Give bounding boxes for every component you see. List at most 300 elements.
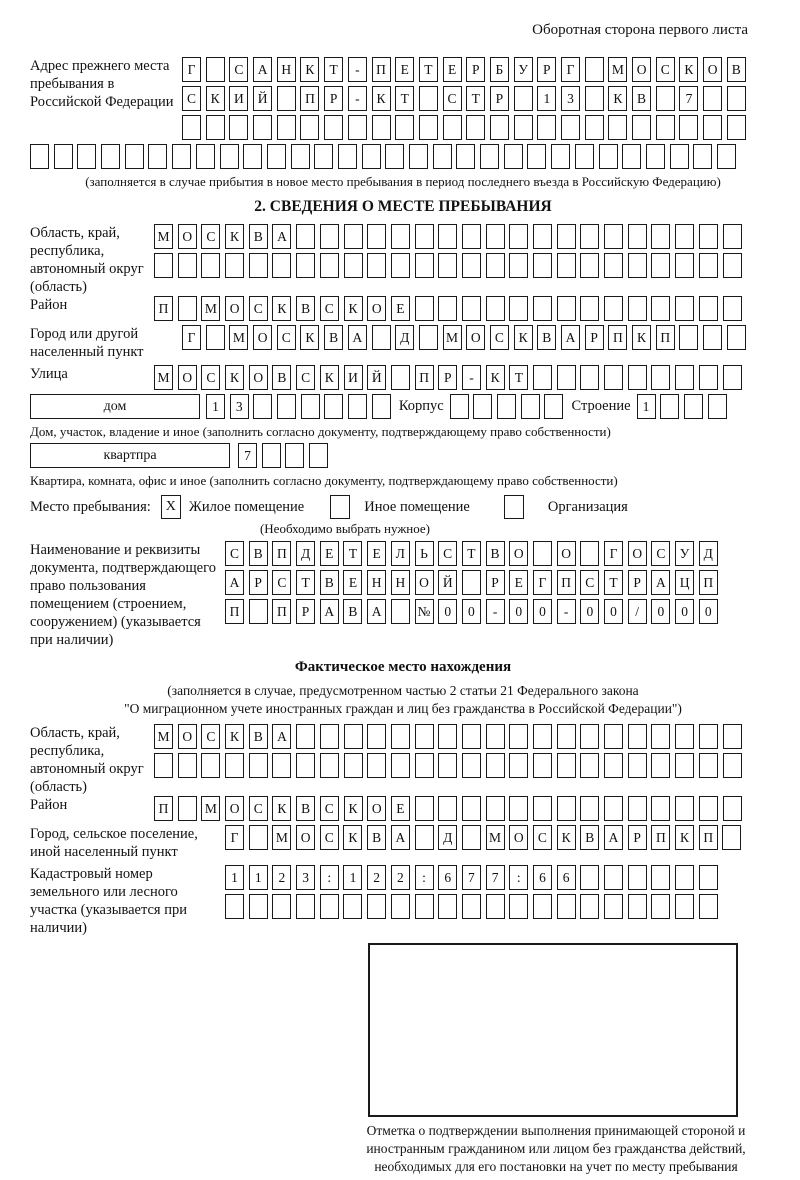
char-cell: Е (343, 570, 362, 595)
char-cell (77, 144, 96, 169)
stroenie-cells (637, 394, 727, 419)
char-cell (462, 724, 481, 749)
char-cell (557, 753, 576, 778)
char-cell: О (509, 541, 528, 566)
char-cell (296, 224, 315, 249)
char-cell (462, 570, 481, 595)
document-row-3 (225, 599, 718, 624)
region-block (30, 224, 776, 296)
char-cell: Е (320, 541, 339, 566)
char-cell (272, 253, 291, 278)
char-cell: С (277, 325, 296, 350)
char-cell: : (509, 865, 528, 890)
char-cell: А (253, 57, 272, 82)
char-cell (527, 144, 546, 169)
document-row-1 (225, 541, 718, 566)
char-cell (514, 86, 533, 111)
char-cell: М (272, 825, 291, 850)
char-cell (628, 753, 647, 778)
char-cell (343, 894, 362, 919)
char-cell (599, 144, 618, 169)
char-cell (514, 115, 533, 140)
region-row-2 (154, 253, 742, 278)
actual-location-title: Фактическое место нахождения (294, 659, 512, 675)
char-cell (480, 144, 499, 169)
korpus-label: Корпус (398, 398, 444, 414)
char-cell: О (249, 365, 268, 390)
char-cell: Р (438, 365, 457, 390)
char-cell (438, 296, 457, 321)
char-cell: 1 (206, 394, 225, 419)
char-cell (296, 894, 315, 919)
stay-type-option-residential-label: Жилое помещение (188, 498, 305, 515)
char-cell: 0 (604, 599, 623, 624)
char-cell: Т (462, 541, 481, 566)
char-cell (300, 115, 319, 140)
char-cell: П (415, 365, 434, 390)
char-cell (651, 865, 670, 890)
char-cell: П (225, 599, 244, 624)
char-cell: Е (391, 796, 410, 821)
char-cell: Д (699, 541, 718, 566)
char-cell (372, 325, 391, 350)
char-cell (723, 224, 742, 249)
char-cell: Л (391, 541, 410, 566)
char-cell (684, 394, 703, 419)
char-cell (125, 144, 144, 169)
char-cell: Н (391, 570, 410, 595)
prev-address-row-4 (30, 144, 776, 169)
char-cell: П (372, 57, 391, 82)
char-cell: К (632, 325, 651, 350)
char-cell (438, 724, 457, 749)
char-cell (296, 753, 315, 778)
fact-district-label: Район (30, 797, 68, 813)
char-cell (272, 753, 291, 778)
char-cell: А (367, 599, 386, 624)
char-cell: Р (628, 570, 647, 595)
char-cell: О (367, 296, 386, 321)
char-cell (723, 296, 742, 321)
char-cell (533, 224, 552, 249)
char-cell (580, 796, 599, 821)
char-cell: - (462, 365, 481, 390)
char-cell (291, 144, 310, 169)
char-cell (675, 365, 694, 390)
char-cell: Р (296, 599, 315, 624)
char-cell: Т (466, 86, 485, 111)
char-cell (462, 825, 481, 850)
char-cell: В (249, 724, 268, 749)
prev-address-cell-rows (182, 57, 746, 140)
char-cell (225, 253, 244, 278)
char-cell: 0 (462, 599, 481, 624)
char-cell: / (628, 599, 647, 624)
char-cell (580, 753, 599, 778)
char-cell (438, 224, 457, 249)
char-cell: 0 (699, 599, 718, 624)
char-cell (30, 144, 49, 169)
char-cell: 7 (486, 865, 505, 890)
char-cell: М (229, 325, 248, 350)
char-cell (486, 894, 505, 919)
char-cell: 0 (651, 599, 670, 624)
char-cell: М (201, 296, 220, 321)
stay-type-label: Место пребывания: (30, 498, 151, 515)
char-cell: : (320, 865, 339, 890)
char-cell (727, 86, 746, 111)
char-cell (675, 296, 694, 321)
char-cell: О (632, 57, 651, 82)
char-cell (462, 296, 481, 321)
char-cell (154, 753, 173, 778)
char-cell (249, 753, 268, 778)
char-cell: П (557, 570, 576, 595)
char-cell (622, 144, 641, 169)
char-cell: - (557, 599, 576, 624)
stay-type-checkbox-other (330, 495, 350, 519)
stay-type-hint: (Необходимо выбрать нужное) (259, 521, 431, 536)
char-cell: К (300, 325, 319, 350)
char-cell (486, 224, 505, 249)
char-cell (509, 894, 528, 919)
char-cell: А (348, 325, 367, 350)
stay-type-checkbox-organization (504, 495, 524, 519)
char-cell: О (509, 825, 528, 850)
char-cell: К (486, 365, 505, 390)
char-cell (699, 796, 718, 821)
char-cell (272, 894, 291, 919)
char-cell (367, 753, 386, 778)
char-cell (419, 115, 438, 140)
char-cell (438, 753, 457, 778)
char-cell (699, 365, 718, 390)
char-cell (723, 753, 742, 778)
char-cell: 6 (438, 865, 457, 890)
char-cell: О (178, 365, 197, 390)
house-box-label: дом (30, 394, 200, 419)
char-cell (580, 296, 599, 321)
document-label: Наименование и реквизиты документа, подтверждающего право пользования помещением (строением, сооружением) (указывается при наличии) (30, 542, 216, 648)
char-cell (580, 865, 599, 890)
char-cell: Б (490, 57, 509, 82)
char-cell (660, 394, 679, 419)
char-cell: О (628, 541, 647, 566)
char-cell (608, 115, 627, 140)
char-cell: С (533, 825, 552, 850)
char-cell: - (348, 57, 367, 82)
char-cell (585, 86, 604, 111)
char-cell: К (272, 296, 291, 321)
char-cell: С (249, 296, 268, 321)
char-cell (450, 394, 469, 419)
char-cell (708, 394, 727, 419)
char-cell: Р (537, 57, 556, 82)
char-cell (324, 115, 343, 140)
char-cell (344, 753, 363, 778)
char-cell: О (557, 541, 576, 566)
char-cell (415, 796, 434, 821)
char-cell (201, 253, 220, 278)
fact-district-block (30, 796, 776, 821)
char-cell (533, 541, 552, 566)
char-cell: 0 (438, 599, 457, 624)
char-cell (699, 865, 718, 890)
char-cell (462, 253, 481, 278)
char-cell: Й (438, 570, 457, 595)
char-cell (580, 894, 599, 919)
char-cell (632, 115, 651, 140)
char-cell (348, 394, 367, 419)
char-cell: Т (419, 57, 438, 82)
char-cell (206, 57, 225, 82)
char-cell: М (154, 365, 173, 390)
city-block (30, 325, 776, 361)
char-cell: И (229, 86, 248, 111)
document-cell-rows (225, 541, 718, 624)
region-cell-rows (154, 224, 742, 278)
char-cell (249, 894, 268, 919)
char-cell: Е (367, 541, 386, 566)
char-cell (604, 865, 623, 890)
char-cell: П (699, 570, 718, 595)
char-cell (646, 144, 665, 169)
char-cell (679, 325, 698, 350)
district-row (154, 296, 742, 321)
char-cell (651, 224, 670, 249)
char-cell (604, 365, 623, 390)
char-cell (723, 253, 742, 278)
char-cell: К (608, 86, 627, 111)
char-cell (628, 894, 647, 919)
char-cell (344, 224, 363, 249)
confirmation-stamp-box (368, 943, 738, 1117)
char-cell: П (656, 325, 675, 350)
char-cell (229, 115, 248, 140)
char-cell: П (699, 825, 718, 850)
char-cell: П (272, 541, 291, 566)
char-cell (727, 115, 746, 140)
char-cell (462, 753, 481, 778)
char-cell: - (486, 599, 505, 624)
char-cell (391, 365, 410, 390)
char-cell (277, 86, 296, 111)
char-cell (679, 115, 698, 140)
char-cell: В (324, 325, 343, 350)
char-cell: К (344, 796, 363, 821)
char-cell: С (201, 724, 220, 749)
char-cell: 1 (637, 394, 656, 419)
char-cell: 7 (238, 443, 257, 468)
char-cell: К (344, 296, 363, 321)
char-cell (557, 894, 576, 919)
char-cell (717, 144, 736, 169)
char-cell: - (348, 86, 367, 111)
char-cell: К (300, 57, 319, 82)
char-cell: В (537, 325, 556, 350)
char-cell (533, 753, 552, 778)
char-cell (148, 144, 167, 169)
char-cell (604, 724, 623, 749)
char-cell (182, 115, 201, 140)
fact-region-row-2 (154, 753, 742, 778)
char-cell: Д (438, 825, 457, 850)
char-cell (670, 144, 689, 169)
char-cell: С (229, 57, 248, 82)
char-cell (456, 144, 475, 169)
char-cell: 1 (343, 865, 362, 890)
char-cell: Г (182, 57, 201, 82)
char-cell (220, 144, 239, 169)
char-cell (580, 224, 599, 249)
char-cell (628, 365, 647, 390)
char-cell: 0 (509, 599, 528, 624)
char-cell: Р (249, 570, 268, 595)
fact-city-label: Город, сельское поселение, иной населенный пункт (30, 826, 198, 860)
char-cell (473, 394, 492, 419)
char-cell (301, 394, 320, 419)
char-cell: В (296, 796, 315, 821)
char-cell (415, 724, 434, 749)
fact-region-cell-rows (154, 724, 742, 778)
char-cell (533, 796, 552, 821)
char-cell: С (490, 325, 509, 350)
stay-type-option-other-label: Иное помещение (364, 498, 470, 515)
char-cell: И (344, 365, 363, 390)
char-cell: С (225, 541, 244, 566)
cadastral-label: Кадастровый номер земельного или лесного участка (указывается при наличии) (30, 866, 187, 936)
char-cell (178, 253, 197, 278)
document-block (30, 541, 776, 649)
char-cell (656, 115, 675, 140)
char-cell (172, 144, 191, 169)
char-cell (675, 865, 694, 890)
char-cell (225, 894, 244, 919)
char-cell (367, 224, 386, 249)
char-cell (338, 144, 357, 169)
char-cell (723, 724, 742, 749)
char-cell: О (225, 296, 244, 321)
char-cell: Р (585, 325, 604, 350)
char-cell (466, 115, 485, 140)
char-cell (391, 224, 410, 249)
char-cell: О (178, 724, 197, 749)
char-cell (557, 253, 576, 278)
char-cell (651, 365, 670, 390)
char-cell (551, 144, 570, 169)
char-cell (320, 224, 339, 249)
char-cell (486, 253, 505, 278)
char-cell: У (675, 541, 694, 566)
char-cell: 2 (367, 865, 386, 890)
char-cell (486, 796, 505, 821)
char-cell: О (415, 570, 434, 595)
stay-type-checkbox-residential: X (161, 495, 181, 519)
fact-city-row (225, 825, 741, 850)
stay-type-option-organization-label: Организация (547, 498, 628, 515)
char-cell (675, 253, 694, 278)
char-cell (575, 144, 594, 169)
char-cell (443, 115, 462, 140)
char-cell (537, 115, 556, 140)
char-cell (438, 796, 457, 821)
char-cell: А (320, 599, 339, 624)
apartment-box-label: квартпра (30, 443, 230, 468)
char-cell: 0 (675, 599, 694, 624)
actual-location-note-1: (заполняется в случае, предусмотренном частью 2 статьи 21 Федерального закона (167, 683, 639, 698)
char-cell (699, 253, 718, 278)
char-cell: В (632, 86, 651, 111)
char-cell (533, 365, 552, 390)
char-cell (415, 296, 434, 321)
char-cell (651, 796, 670, 821)
char-cell: 1 (225, 865, 244, 890)
char-cell: Г (533, 570, 552, 595)
char-cell (604, 894, 623, 919)
prev-address-row-2 (182, 86, 746, 111)
char-cell (249, 253, 268, 278)
char-cell (699, 224, 718, 249)
char-cell (675, 724, 694, 749)
char-cell (320, 253, 339, 278)
char-cell: П (608, 325, 627, 350)
char-cell (699, 753, 718, 778)
char-cell (675, 894, 694, 919)
fact-region-label: Область, край, республика, автономный округ (область) (30, 725, 144, 795)
char-cell: 2 (272, 865, 291, 890)
char-cell: К (225, 724, 244, 749)
char-cell: Р (324, 86, 343, 111)
char-cell: К (225, 224, 244, 249)
char-cell (201, 753, 220, 778)
char-cell: А (604, 825, 623, 850)
char-cell: О (466, 325, 485, 350)
char-cell: М (201, 796, 220, 821)
apartment-block (30, 443, 776, 468)
char-cell: С (201, 224, 220, 249)
char-cell: Г (225, 825, 244, 850)
char-cell (557, 796, 576, 821)
char-cell (367, 253, 386, 278)
region-label: Область, край, республика, автономный округ (область) (30, 225, 144, 295)
char-cell: Г (604, 541, 623, 566)
char-cell (206, 115, 225, 140)
char-cell: 6 (557, 865, 576, 890)
char-cell: Т (509, 365, 528, 390)
char-cell: 1 (537, 86, 556, 111)
char-cell (296, 253, 315, 278)
char-cell (723, 796, 742, 821)
char-cell (604, 253, 623, 278)
char-cell (521, 394, 540, 419)
char-cell (557, 724, 576, 749)
region-row-1 (154, 224, 742, 249)
char-cell (309, 443, 328, 468)
char-cell: А (651, 570, 670, 595)
char-cell: С (320, 796, 339, 821)
prev-address-row-3 (182, 115, 746, 140)
char-cell (604, 753, 623, 778)
char-cell: О (178, 224, 197, 249)
char-cell (604, 224, 623, 249)
city-row (182, 325, 746, 350)
char-cell (267, 144, 286, 169)
char-cell (367, 724, 386, 749)
char-cell (509, 753, 528, 778)
char-cell (533, 724, 552, 749)
char-cell: К (679, 57, 698, 82)
char-cell (362, 144, 381, 169)
